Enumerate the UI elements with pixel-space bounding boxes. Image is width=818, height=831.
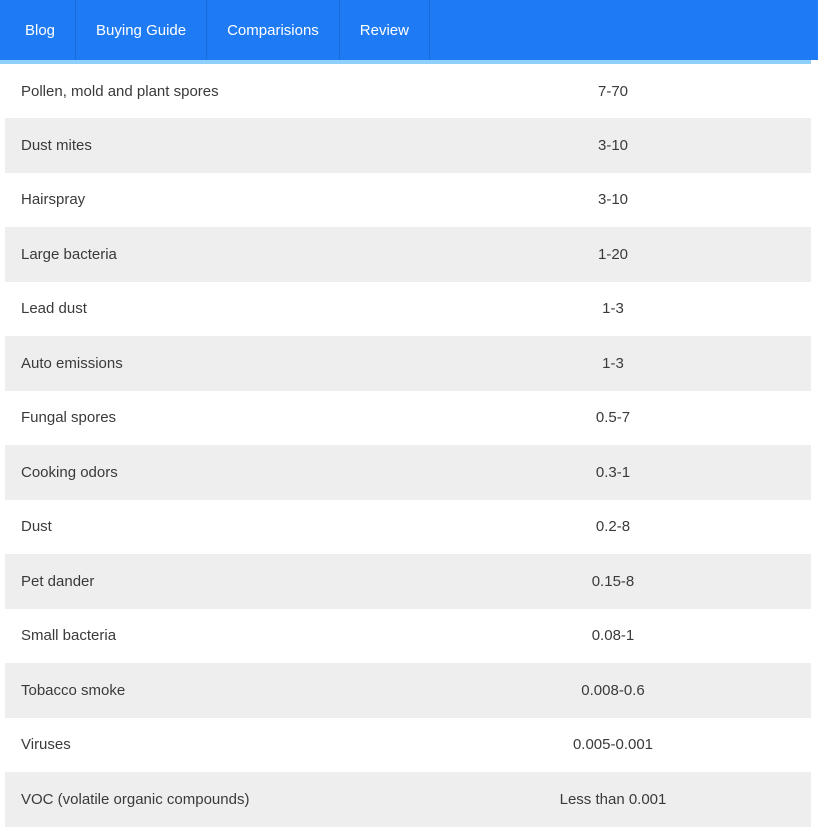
nav-item-buying-guide[interactable]: Buying Guide xyxy=(76,0,207,60)
particle-size: 0.008-0.6 xyxy=(581,681,645,699)
pollutant-name: Hairspray xyxy=(21,191,86,209)
particle-size: 0.005-0.001 xyxy=(572,736,654,754)
table-row xyxy=(5,609,811,664)
pollutant-name: Fungal spores xyxy=(21,409,117,427)
pollutant-name: Viruses xyxy=(21,736,71,754)
table-row xyxy=(5,718,811,773)
pollutant-name: Dust mites xyxy=(21,136,92,154)
particle-size: 3-10 xyxy=(597,136,629,154)
nav-item-review[interactable]: Review xyxy=(340,0,430,60)
pollutant-name: Pet dander xyxy=(21,572,95,590)
table-row xyxy=(5,500,811,555)
particle-size: 1-3 xyxy=(602,300,624,318)
pollutant-name: Dust xyxy=(21,518,52,536)
particle-size-table xyxy=(5,64,811,827)
table-row xyxy=(5,282,811,337)
table-row xyxy=(5,445,811,500)
particle-size: 0.3-1 xyxy=(595,463,631,481)
particle-size: 0.15-8 xyxy=(591,572,635,590)
pollutant-name: Small bacteria xyxy=(21,627,117,645)
particle-size: 1-20 xyxy=(597,245,629,263)
table-row xyxy=(5,663,811,718)
table-row xyxy=(5,772,811,827)
pollutant-name: Large bacteria xyxy=(21,245,117,263)
table-row xyxy=(5,336,811,391)
particle-size: 0.5-7 xyxy=(595,409,631,427)
particle-size: 7-70 xyxy=(597,82,629,100)
table-row xyxy=(5,64,811,118)
particle-size: 0.08-1 xyxy=(591,627,635,645)
particle-size: Less than 0.001 xyxy=(559,790,667,808)
table-row xyxy=(5,227,811,282)
pollutant-name: VOC (volatile organic compounds) xyxy=(21,790,250,808)
pollutant-name: Lead dust xyxy=(21,300,87,318)
pollutant-name: Cooking odors xyxy=(21,463,118,481)
table-row xyxy=(5,391,811,446)
table-row xyxy=(5,173,811,228)
particle-size: 1-3 xyxy=(602,354,624,372)
particle-size: 3-10 xyxy=(597,191,629,209)
pollutant-name: Auto emissions xyxy=(21,354,123,372)
table-row xyxy=(5,118,811,173)
nav-item-comparisions[interactable]: Comparisions xyxy=(207,0,340,60)
particle-size: 0.2-8 xyxy=(595,518,631,536)
pollutant-name: Tobacco smoke xyxy=(21,681,126,699)
pollutant-name: Pollen, mold and plant spores xyxy=(21,82,219,100)
top-navigation-bar xyxy=(0,0,818,60)
table-row xyxy=(5,554,811,609)
nav-item-blog[interactable]: Blog xyxy=(0,0,76,60)
